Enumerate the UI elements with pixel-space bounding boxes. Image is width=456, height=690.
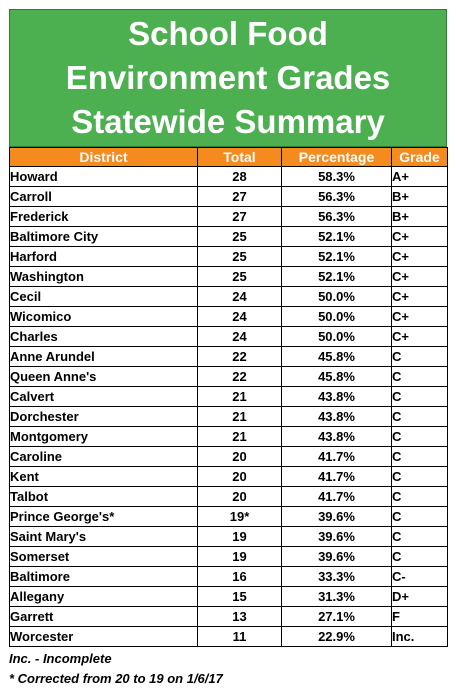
- summary-card: [9, 9, 447, 689]
- table-row: [10, 207, 448, 227]
- district-cell: Kent: [10, 467, 198, 487]
- table-row: [10, 247, 448, 267]
- percentage-cell: 50.0%: [282, 287, 392, 307]
- total-cell: 15: [198, 587, 282, 607]
- table-row: [10, 587, 448, 607]
- table-row: [10, 167, 448, 187]
- total-cell: 24: [198, 327, 282, 347]
- district-cell: Carroll: [10, 187, 198, 207]
- district-cell: Baltimore City: [10, 227, 198, 247]
- total-cell: 16: [198, 567, 282, 587]
- total-cell: 19*: [198, 507, 282, 527]
- grade-cell: C+: [392, 287, 448, 307]
- total-cell: 21: [198, 387, 282, 407]
- grade-cell: C: [392, 387, 448, 407]
- percentage-cell: 43.8%: [282, 407, 392, 427]
- grade-cell: C: [392, 447, 448, 467]
- district-cell: Charles: [10, 327, 198, 347]
- grade-cell: B+: [392, 187, 448, 207]
- table-row: [10, 407, 448, 427]
- total-cell: 21: [198, 427, 282, 447]
- table-row: [10, 427, 448, 447]
- total-cell: 11: [198, 627, 282, 647]
- total-cell: 22: [198, 367, 282, 387]
- total-cell: 13: [198, 607, 282, 627]
- footnote-incomplete: Inc. - Incomplete: [9, 651, 112, 666]
- grade-cell: C+: [392, 307, 448, 327]
- grade-cell: C+: [392, 247, 448, 267]
- grade-cell: C-: [392, 567, 448, 587]
- grade-cell: C: [392, 487, 448, 507]
- percentage-cell: 33.3%: [282, 567, 392, 587]
- grade-cell: C: [392, 427, 448, 447]
- grade-cell: A+: [392, 167, 448, 187]
- total-cell: 24: [198, 287, 282, 307]
- percentage-cell: 39.6%: [282, 547, 392, 567]
- table-row: [10, 547, 448, 567]
- percentage-cell: 56.3%: [282, 187, 392, 207]
- header-district: District: [10, 148, 198, 167]
- district-cell: Wicomico: [10, 307, 198, 327]
- table-row: [10, 507, 448, 527]
- table-row: [10, 267, 448, 287]
- percentage-cell: 39.6%: [282, 527, 392, 547]
- district-cell: Somerset: [10, 547, 198, 567]
- table-row: [10, 307, 448, 327]
- header-percentage: Percentage: [282, 148, 392, 167]
- table-row: [10, 187, 448, 207]
- table-body: [10, 167, 448, 647]
- district-cell: Harford: [10, 247, 198, 267]
- title-line-3: Statewide Summary: [71, 103, 385, 140]
- table-row: [10, 447, 448, 467]
- total-cell: 28: [198, 167, 282, 187]
- grade-cell: F: [392, 607, 448, 627]
- grade-cell: C+: [392, 227, 448, 247]
- total-cell: 27: [198, 207, 282, 227]
- table-row: [10, 567, 448, 587]
- percentage-cell: 27.1%: [282, 607, 392, 627]
- district-cell: Cecil: [10, 287, 198, 307]
- grade-cell: D+: [392, 587, 448, 607]
- percentage-cell: 50.0%: [282, 307, 392, 327]
- grade-cell: Inc.: [392, 627, 448, 647]
- header-grade: Grade: [392, 148, 448, 167]
- footnotes: [9, 649, 447, 689]
- percentage-cell: 22.9%: [282, 627, 392, 647]
- grade-cell: C: [392, 507, 448, 527]
- table-row: [10, 467, 448, 487]
- total-cell: 20: [198, 447, 282, 467]
- table-row: [10, 287, 448, 307]
- district-cell: Howard: [10, 167, 198, 187]
- percentage-cell: 45.8%: [282, 347, 392, 367]
- district-cell: Dorchester: [10, 407, 198, 427]
- grades-table: [9, 147, 448, 647]
- title-banner: [9, 9, 447, 147]
- table-row: [10, 387, 448, 407]
- district-cell: Worcester: [10, 627, 198, 647]
- district-cell: Montgomery: [10, 427, 198, 447]
- percentage-cell: 45.8%: [282, 367, 392, 387]
- grade-cell: C+: [392, 267, 448, 287]
- percentage-cell: 50.0%: [282, 327, 392, 347]
- table-row: [10, 347, 448, 367]
- grade-cell: C: [392, 467, 448, 487]
- total-cell: 19: [198, 547, 282, 567]
- percentage-cell: 31.3%: [282, 587, 392, 607]
- grade-cell: C: [392, 347, 448, 367]
- district-cell: Allegany: [10, 587, 198, 607]
- district-cell: Garrett: [10, 607, 198, 627]
- percentage-cell: 41.7%: [282, 447, 392, 467]
- district-cell: Calvert: [10, 387, 198, 407]
- district-cell: Talbot: [10, 487, 198, 507]
- district-cell: Baltimore: [10, 567, 198, 587]
- title-line-2: Environment Grades: [65, 59, 391, 96]
- grade-cell: C: [392, 547, 448, 567]
- percentage-cell: 43.8%: [282, 427, 392, 447]
- table-row: [10, 607, 448, 627]
- percentage-cell: 58.3%: [282, 167, 392, 187]
- total-cell: 19: [198, 527, 282, 547]
- total-cell: 21: [198, 407, 282, 427]
- total-cell: 27: [198, 187, 282, 207]
- total-cell: 25: [198, 267, 282, 287]
- title-line-1: School Food: [128, 15, 328, 52]
- grade-cell: C: [392, 527, 448, 547]
- table-row: [10, 327, 448, 347]
- district-cell: Saint Mary's: [10, 527, 198, 547]
- total-cell: 20: [198, 487, 282, 507]
- total-cell: 25: [198, 247, 282, 267]
- total-cell: 25: [198, 227, 282, 247]
- footnote-correction: * Corrected from 20 to 19 on 1/6/17: [9, 671, 223, 686]
- table-row: [10, 627, 448, 647]
- percentage-cell: 41.7%: [282, 487, 392, 507]
- total-cell: 20: [198, 467, 282, 487]
- percentage-cell: 43.8%: [282, 387, 392, 407]
- district-cell: Queen Anne's: [10, 367, 198, 387]
- table-row: [10, 527, 448, 547]
- table-row: [10, 227, 448, 247]
- table-row: [10, 487, 448, 507]
- header-total: Total: [198, 148, 282, 167]
- grade-cell: C+: [392, 327, 448, 347]
- percentage-cell: 56.3%: [282, 207, 392, 227]
- total-cell: 24: [198, 307, 282, 327]
- table-header-row: [10, 148, 448, 167]
- percentage-cell: 52.1%: [282, 227, 392, 247]
- percentage-cell: 39.6%: [282, 507, 392, 527]
- grade-cell: B+: [392, 207, 448, 227]
- district-cell: Frederick: [10, 207, 198, 227]
- percentage-cell: 52.1%: [282, 267, 392, 287]
- district-cell: Prince George's*: [10, 507, 198, 527]
- grade-cell: C: [392, 367, 448, 387]
- percentage-cell: 41.7%: [282, 467, 392, 487]
- district-cell: Washington: [10, 267, 198, 287]
- total-cell: 22: [198, 347, 282, 367]
- table-row: [10, 367, 448, 387]
- percentage-cell: 52.1%: [282, 247, 392, 267]
- grade-cell: C: [392, 407, 448, 427]
- district-cell: Anne Arundel: [10, 347, 198, 367]
- district-cell: Caroline: [10, 447, 198, 467]
